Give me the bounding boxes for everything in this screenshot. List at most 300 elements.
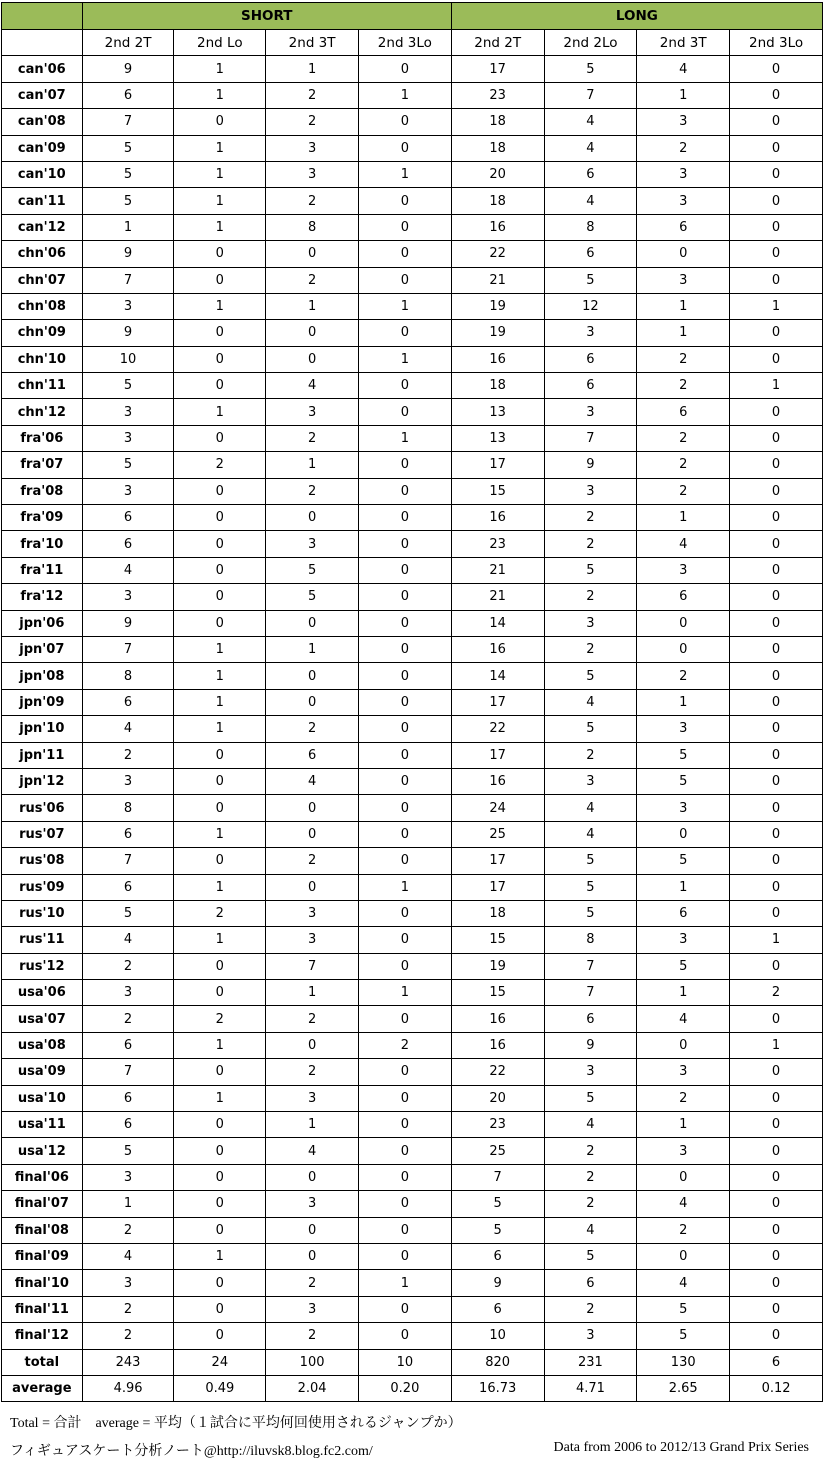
table-cell: 0 xyxy=(730,689,823,715)
table-cell: 3 xyxy=(82,1270,174,1296)
table-cell: 1 xyxy=(266,980,359,1006)
table-cell: 0 xyxy=(266,663,359,689)
table-row xyxy=(2,848,823,874)
table-cell: 0 xyxy=(174,478,266,504)
column-header: 2nd 3Lo xyxy=(730,30,823,56)
table-cell: 6 xyxy=(82,1085,174,1111)
table-cell: 5 xyxy=(266,584,359,610)
table-cell: 5 xyxy=(637,1323,730,1349)
row-label: can'07 xyxy=(2,82,83,108)
table-row xyxy=(2,161,823,187)
table-cell: 1 xyxy=(730,293,823,319)
table-cell: 4 xyxy=(82,1243,174,1269)
table-cell: 0 xyxy=(730,425,823,451)
table-cell: 7 xyxy=(544,980,637,1006)
table-cell: 0 xyxy=(358,109,451,135)
table-cell: 3 xyxy=(266,161,359,187)
table-cell: 0 xyxy=(174,1059,266,1085)
table-row xyxy=(2,505,823,531)
table-cell: 0 xyxy=(174,1191,266,1217)
row-label: rus'07 xyxy=(2,821,83,847)
table-row xyxy=(2,1323,823,1349)
table-cell: 4 xyxy=(266,768,359,794)
table-cell: 16 xyxy=(451,1006,544,1032)
table-row xyxy=(2,1032,823,1058)
table-cell: 6 xyxy=(730,1349,823,1375)
table-cell: 2 xyxy=(266,425,359,451)
table-row xyxy=(2,478,823,504)
table-row xyxy=(2,531,823,557)
table-cell: 2 xyxy=(266,478,359,504)
table-cell: 23 xyxy=(451,1112,544,1138)
summary-row xyxy=(2,1349,823,1375)
table-cell: 9 xyxy=(544,1032,637,1058)
table-cell: 4 xyxy=(544,109,637,135)
table-cell: 16 xyxy=(451,636,544,662)
table-cell: 0 xyxy=(266,346,359,372)
table-cell: 2 xyxy=(266,267,359,293)
table-cell: 0 xyxy=(266,610,359,636)
table-cell: 3 xyxy=(544,320,637,346)
row-label: average xyxy=(2,1375,83,1401)
table-cell: 1 xyxy=(266,636,359,662)
table-cell: 0 xyxy=(730,346,823,372)
table-cell: 9 xyxy=(82,56,174,82)
group-header-short: SHORT xyxy=(82,3,451,30)
table-cell: 0 xyxy=(730,1243,823,1269)
table-cell: 0 xyxy=(174,505,266,531)
table-cell: 5 xyxy=(637,953,730,979)
table-cell: 17 xyxy=(451,742,544,768)
column-header: 2nd 2Lo xyxy=(544,30,637,56)
table-cell: 5 xyxy=(82,900,174,926)
table-cell: 17 xyxy=(451,56,544,82)
table-cell: 1 xyxy=(174,1032,266,1058)
table-cell: 2 xyxy=(544,1296,637,1322)
table-cell: 25 xyxy=(451,1138,544,1164)
table-cell: 0 xyxy=(174,373,266,399)
table-cell: 4.71 xyxy=(544,1375,637,1401)
table-cell: 6 xyxy=(82,689,174,715)
table-cell: 0 xyxy=(730,1085,823,1111)
table-cell: 2 xyxy=(544,584,637,610)
table-cell: 0 xyxy=(637,610,730,636)
table-cell: 0 xyxy=(358,241,451,267)
table-cell: 0 xyxy=(358,795,451,821)
table-cell: 5 xyxy=(82,373,174,399)
table-cell: 5 xyxy=(544,56,637,82)
row-label: jpn'07 xyxy=(2,636,83,662)
row-label: usa'07 xyxy=(2,1006,83,1032)
table-cell: 1 xyxy=(637,82,730,108)
table-cell: 5 xyxy=(637,848,730,874)
table-cell: 4 xyxy=(266,1138,359,1164)
table-cell: 1 xyxy=(174,56,266,82)
table-cell: 0 xyxy=(358,742,451,768)
row-label: usa'08 xyxy=(2,1032,83,1058)
table-cell: 18 xyxy=(451,188,544,214)
table-cell: 0 xyxy=(266,320,359,346)
table-cell: 17 xyxy=(451,452,544,478)
table-cell: 3 xyxy=(82,478,174,504)
table-cell: 0 xyxy=(174,795,266,821)
table-cell: 6 xyxy=(82,82,174,108)
table-row xyxy=(2,980,823,1006)
table-row xyxy=(2,768,823,794)
table-cell: 22 xyxy=(451,241,544,267)
table-row xyxy=(2,689,823,715)
table-cell: 1 xyxy=(637,505,730,531)
table-cell: 0 xyxy=(730,531,823,557)
table-cell: 1 xyxy=(637,689,730,715)
table-cell: 2 xyxy=(544,1138,637,1164)
table-cell: 0 xyxy=(358,478,451,504)
table-cell: 1 xyxy=(174,188,266,214)
table-cell: 0 xyxy=(358,1164,451,1190)
table-row xyxy=(2,610,823,636)
table-cell: 1 xyxy=(358,161,451,187)
table-row xyxy=(2,293,823,319)
table-cell: 1 xyxy=(82,1191,174,1217)
table-cell: 0 xyxy=(730,188,823,214)
table-cell: 17 xyxy=(451,848,544,874)
table-cell: 2 xyxy=(82,1296,174,1322)
table-cell: 1 xyxy=(174,689,266,715)
row-label: usa'10 xyxy=(2,1085,83,1111)
row-label: jpn'10 xyxy=(2,716,83,742)
table-cell: 820 xyxy=(451,1349,544,1375)
table-cell: 0 xyxy=(358,373,451,399)
row-label: jpn'11 xyxy=(2,742,83,768)
table-row xyxy=(2,1112,823,1138)
table-cell: 3 xyxy=(637,188,730,214)
column-header: 2nd Lo xyxy=(174,30,266,56)
row-label: usa'12 xyxy=(2,1138,83,1164)
table-cell: 3 xyxy=(82,768,174,794)
table-cell: 0 xyxy=(174,742,266,768)
table-cell: 0 xyxy=(266,241,359,267)
table-cell: 0 xyxy=(358,584,451,610)
table-cell: 0 xyxy=(730,1112,823,1138)
table-cell: 0 xyxy=(358,1085,451,1111)
table-cell: 15 xyxy=(451,478,544,504)
table-cell: 0 xyxy=(358,1243,451,1269)
table-cell: 2 xyxy=(637,663,730,689)
table-cell: 7 xyxy=(82,848,174,874)
table-cell: 3 xyxy=(82,293,174,319)
table-cell: 4 xyxy=(637,531,730,557)
table-cell: 6 xyxy=(451,1243,544,1269)
table-cell: 1 xyxy=(358,874,451,900)
table-cell: 0 xyxy=(637,1164,730,1190)
table-cell: 7 xyxy=(544,953,637,979)
table-cell: 9 xyxy=(82,241,174,267)
table-cell: 3 xyxy=(544,768,637,794)
row-label: chn'10 xyxy=(2,346,83,372)
table-cell: 4 xyxy=(544,135,637,161)
table-cell: 2 xyxy=(82,742,174,768)
table-row xyxy=(2,346,823,372)
table-cell: 16 xyxy=(451,214,544,240)
table-cell: 6 xyxy=(637,399,730,425)
row-label: final'11 xyxy=(2,1296,83,1322)
table-cell: 21 xyxy=(451,584,544,610)
table-cell: 1 xyxy=(82,214,174,240)
table-cell: 4.96 xyxy=(82,1375,174,1401)
summary-row xyxy=(2,1375,823,1401)
row-label: fra'06 xyxy=(2,425,83,451)
table-cell: 0 xyxy=(730,241,823,267)
table-cell: 0 xyxy=(174,610,266,636)
table-cell: 0 xyxy=(358,399,451,425)
table-cell: 7 xyxy=(266,953,359,979)
table-cell: 0 xyxy=(730,848,823,874)
table-row xyxy=(2,56,823,82)
table-cell: 2.65 xyxy=(637,1375,730,1401)
table-cell: 7 xyxy=(82,636,174,662)
table-cell: 0 xyxy=(174,109,266,135)
table-cell: 0 xyxy=(358,821,451,847)
table-row xyxy=(2,927,823,953)
table-cell: 0 xyxy=(174,848,266,874)
table-cell: 2 xyxy=(637,452,730,478)
table-cell: 0 xyxy=(358,557,451,583)
table-cell: 1 xyxy=(637,293,730,319)
table-cell: 6 xyxy=(544,1270,637,1296)
table-cell: 0 xyxy=(358,1296,451,1322)
table-row xyxy=(2,557,823,583)
table-cell: 0 xyxy=(730,610,823,636)
table-cell: 0 xyxy=(266,795,359,821)
table-cell: 2 xyxy=(544,1191,637,1217)
table-cell: 2 xyxy=(266,188,359,214)
table-cell: 1 xyxy=(730,927,823,953)
row-label: rus'10 xyxy=(2,900,83,926)
table-cell: 0 xyxy=(174,241,266,267)
table-cell: 6 xyxy=(637,214,730,240)
row-label: rus'08 xyxy=(2,848,83,874)
table-cell: 0 xyxy=(358,1059,451,1085)
table-cell: 3 xyxy=(544,1059,637,1085)
table-cell: 5 xyxy=(82,452,174,478)
column-header: 2nd 3T xyxy=(637,30,730,56)
table-cell: 4 xyxy=(637,56,730,82)
row-label: fra'12 xyxy=(2,584,83,610)
table-cell: 6 xyxy=(544,161,637,187)
table-row xyxy=(2,636,823,662)
table-cell: 1 xyxy=(174,663,266,689)
table-cell: 2 xyxy=(82,1217,174,1243)
table-row xyxy=(2,1296,823,1322)
table-cell: 1 xyxy=(174,399,266,425)
table-cell: 0 xyxy=(730,161,823,187)
column-header-row xyxy=(2,30,823,56)
blog-credit: フィギュアスケート分析ノート@http://iluvsk8.blog.fc2.com/ xyxy=(10,1444,373,1459)
table-cell: 3 xyxy=(544,1323,637,1349)
table-cell: 0 xyxy=(174,1112,266,1138)
table-cell: 1 xyxy=(358,1270,451,1296)
row-label: chn'07 xyxy=(2,267,83,293)
table-cell: 0 xyxy=(266,821,359,847)
table-cell: 6 xyxy=(544,1006,637,1032)
table-cell: 2 xyxy=(358,1032,451,1058)
table-cell: 0 xyxy=(730,320,823,346)
table-cell: 0 xyxy=(174,267,266,293)
table-cell: 4 xyxy=(82,716,174,742)
table-cell: 8 xyxy=(266,214,359,240)
table-row xyxy=(2,214,823,240)
table-cell: 4 xyxy=(637,1006,730,1032)
table-cell: 3 xyxy=(637,109,730,135)
table-cell: 0 xyxy=(637,636,730,662)
table-cell: 13 xyxy=(451,425,544,451)
table-cell: 0 xyxy=(174,1164,266,1190)
table-cell: 1 xyxy=(174,214,266,240)
table-cell: 2 xyxy=(174,1006,266,1032)
table-cell: 5 xyxy=(544,716,637,742)
table-row xyxy=(2,1059,823,1085)
row-label: rus'09 xyxy=(2,874,83,900)
row-label: chn'11 xyxy=(2,373,83,399)
table-cell: 7 xyxy=(544,82,637,108)
table-cell: 243 xyxy=(82,1349,174,1375)
table-cell: 2 xyxy=(637,346,730,372)
table-row xyxy=(2,795,823,821)
row-label: rus'11 xyxy=(2,927,83,953)
table-cell: 5 xyxy=(544,848,637,874)
row-label: chn'06 xyxy=(2,241,83,267)
table-cell: 2 xyxy=(544,1164,637,1190)
table-cell: 0 xyxy=(358,636,451,662)
table-cell: 0 xyxy=(358,1112,451,1138)
table-cell: 2 xyxy=(266,1323,359,1349)
table-row xyxy=(2,874,823,900)
table-cell: 1 xyxy=(358,293,451,319)
table-cell: 2 xyxy=(82,953,174,979)
table-cell: 23 xyxy=(451,82,544,108)
column-header: 2nd 2T xyxy=(451,30,544,56)
table-cell: 0 xyxy=(730,900,823,926)
table-cell: 13 xyxy=(451,399,544,425)
table-cell: 5 xyxy=(637,768,730,794)
table-cell: 0 xyxy=(358,900,451,926)
row-label: rus'06 xyxy=(2,795,83,821)
row-label: final'06 xyxy=(2,1164,83,1190)
table-cell: 3 xyxy=(266,135,359,161)
table-cell: 130 xyxy=(637,1349,730,1375)
table-cell: 0 xyxy=(358,663,451,689)
table-cell: 0 xyxy=(730,56,823,82)
table-cell: 3 xyxy=(266,927,359,953)
table-cell: 4 xyxy=(266,373,359,399)
table-cell: 3 xyxy=(82,425,174,451)
table-cell: 1 xyxy=(266,452,359,478)
row-label: fra'11 xyxy=(2,557,83,583)
table-cell: 0.12 xyxy=(730,1375,823,1401)
row-label: can'11 xyxy=(2,188,83,214)
table-cell: 5 xyxy=(544,557,637,583)
row-label: jpn'08 xyxy=(2,663,83,689)
table-cell: 0 xyxy=(637,821,730,847)
table-cell: 0 xyxy=(174,1217,266,1243)
row-label: can'12 xyxy=(2,214,83,240)
table-cell: 6 xyxy=(82,1112,174,1138)
row-label: fra'08 xyxy=(2,478,83,504)
table-cell: 0 xyxy=(174,425,266,451)
table-cell: 3 xyxy=(544,610,637,636)
table-cell: 9 xyxy=(82,320,174,346)
table-cell: 16.73 xyxy=(451,1375,544,1401)
table-cell: 2 xyxy=(82,1323,174,1349)
table-cell: 8 xyxy=(544,927,637,953)
table-cell: 0 xyxy=(730,716,823,742)
table-cell: 7 xyxy=(544,425,637,451)
table-cell: 0 xyxy=(730,821,823,847)
table-cell: 0 xyxy=(358,927,451,953)
table-row xyxy=(2,900,823,926)
table-cell: 5 xyxy=(266,557,359,583)
row-label: fra'07 xyxy=(2,452,83,478)
table-cell: 0 xyxy=(358,1217,451,1243)
table-row xyxy=(2,373,823,399)
table-cell: 1 xyxy=(174,82,266,108)
table-cell: 0 xyxy=(730,214,823,240)
table-row xyxy=(2,1085,823,1111)
column-header: 2nd 2T xyxy=(82,30,174,56)
table-cell: 0 xyxy=(730,399,823,425)
table-cell: 2 xyxy=(544,636,637,662)
table-cell: 18 xyxy=(451,900,544,926)
table-cell: 9 xyxy=(82,610,174,636)
table-cell: 5 xyxy=(82,188,174,214)
row-label: chn'09 xyxy=(2,320,83,346)
table-cell: 6 xyxy=(82,821,174,847)
table-cell: 2 xyxy=(174,452,266,478)
table-cell: 6 xyxy=(82,531,174,557)
table-cell: 0 xyxy=(730,636,823,662)
row-label: chn'08 xyxy=(2,293,83,319)
table-cell: 0 xyxy=(730,478,823,504)
table-cell: 3 xyxy=(637,161,730,187)
table-cell: 2 xyxy=(637,425,730,451)
table-cell: 6 xyxy=(637,900,730,926)
table-cell: 5 xyxy=(544,1243,637,1269)
table-cell: 4 xyxy=(544,188,637,214)
table-cell: 2 xyxy=(637,1217,730,1243)
table-cell: 3 xyxy=(266,531,359,557)
table-cell: 3 xyxy=(266,399,359,425)
row-label: fra'09 xyxy=(2,505,83,531)
table-cell: 0 xyxy=(730,768,823,794)
table-cell: 0 xyxy=(174,557,266,583)
table-row xyxy=(2,1164,823,1190)
table-cell: 3 xyxy=(82,980,174,1006)
table-cell: 0 xyxy=(266,505,359,531)
table-cell: 1 xyxy=(174,161,266,187)
table-cell: 17 xyxy=(451,689,544,715)
table-cell: 10 xyxy=(451,1323,544,1349)
table-row xyxy=(2,1217,823,1243)
table-cell: 10 xyxy=(82,346,174,372)
table-cell: 5 xyxy=(637,742,730,768)
table-cell: 1 xyxy=(174,1085,266,1111)
table-cell: 1 xyxy=(266,1112,359,1138)
table-cell: 6 xyxy=(451,1296,544,1322)
table-cell: 0 xyxy=(730,953,823,979)
data-source-note: Data from 2006 to 2012/13 Grand Prix Series xyxy=(553,1440,809,1455)
table-cell: 0 xyxy=(358,56,451,82)
row-label: usa'09 xyxy=(2,1059,83,1085)
